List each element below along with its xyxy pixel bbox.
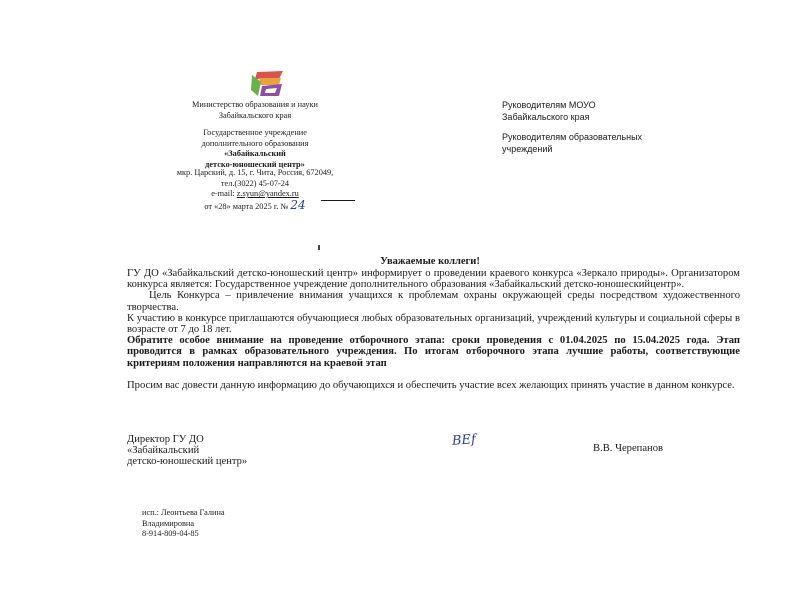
letter-greeting: Уважаемые коллеги! [380,256,480,267]
sender-address: мкр. Царский, д. 15, г. Чита, Россия, 672049, [176,168,334,177]
paragraph-request: Просим вас довести данную информацию до обучающихся и обеспечить участие всех желающих принять участие в данном конкурсе. [127,379,735,391]
signer-title [127,434,247,468]
paragraph-goal-text: Цель Конкурса – привлечение внимания учащихся к проблемам охраны окружающей среды посредством художественного творчества. [127,290,740,313]
sender-institution-line: Государственное учреждение [203,128,307,137]
sender-email-line [130,189,380,200]
sender-date-line [130,197,380,213]
recipient-moouo [502,100,596,123]
executor-line: Владимировна [142,518,195,528]
recipient-line: Руководителям МОУО [502,100,596,110]
paragraph-qualifying-stage: Обратите особое внимание на проведение отборочного этапа: сроки проведения с 01.04.2025 по 15.04.2025 года. Этап проводится в рамках образовательного учреждения. По итогам отборочного этапа лучшие работы, соответствующие критериям положения направляются на краевой этап [127,335,740,369]
sender-email-label: e-mail: [211,189,237,199]
recipient-schools [502,132,642,155]
executor-line: исп.: Леонтьева Галина [142,508,225,517]
handwritten-signature: BEf [451,432,477,449]
organization-logo-icon [249,70,289,98]
sender-center-name: детско-юношеский центр» [205,159,305,169]
sender-institution [135,128,375,170]
sender-ministry [135,100,375,121]
recipient-line: Забайкальского края [502,111,590,122]
number-underline [321,200,355,201]
signer-title-line: «Забайкальский [127,445,200,457]
paragraph-announcement: ГУ ДО «Забайкальский детско-юношеский центр» информирует о проведении краевого конкурса «Зеркало природы». Организатором конкурса является: Государственное учреждение дополнительного образования «Забайкальский детско-юношескийцентр». [127,268,740,291]
scan-speck [318,245,320,250]
sender-ministry-line: Министерство образования и науки [192,100,318,109]
executor-info [142,508,225,540]
sender-contacts [130,168,380,212]
signer-title-line: детско-юношеский центр» [127,456,248,468]
executor-phone: 8-914-809-04-85 [142,529,199,539]
sender-center-name: «Забайкальский [224,149,286,159]
signer-name: В.В. Черепанов [593,443,664,454]
sender-institution-line: дополнительного образования [201,138,309,148]
letter-body [127,268,740,391]
sender-email-link[interactable]: z.syun@yandex.ru [236,189,299,199]
letter-number: 24 [290,197,306,212]
signer-title-line: Директор ГУ ДО [127,434,204,445]
sender-ministry-line: Забайкальского края [218,110,292,120]
recipient-line: Руководителям образовательных [502,132,643,142]
paragraph-participants: К участию в конкурсе приглашаются обучающиеся любых образовательных организаций, учреждений культуры и социальной сферы в возрасте от 7 до 18 лет. [127,312,740,336]
paragraph-goal [127,290,740,312]
recipient-line: учреждений [502,143,553,154]
sender-phone: тел.(3022) 45-07-24 [220,178,290,188]
letter-date: от «28» марта 2025 г. № [204,201,289,211]
